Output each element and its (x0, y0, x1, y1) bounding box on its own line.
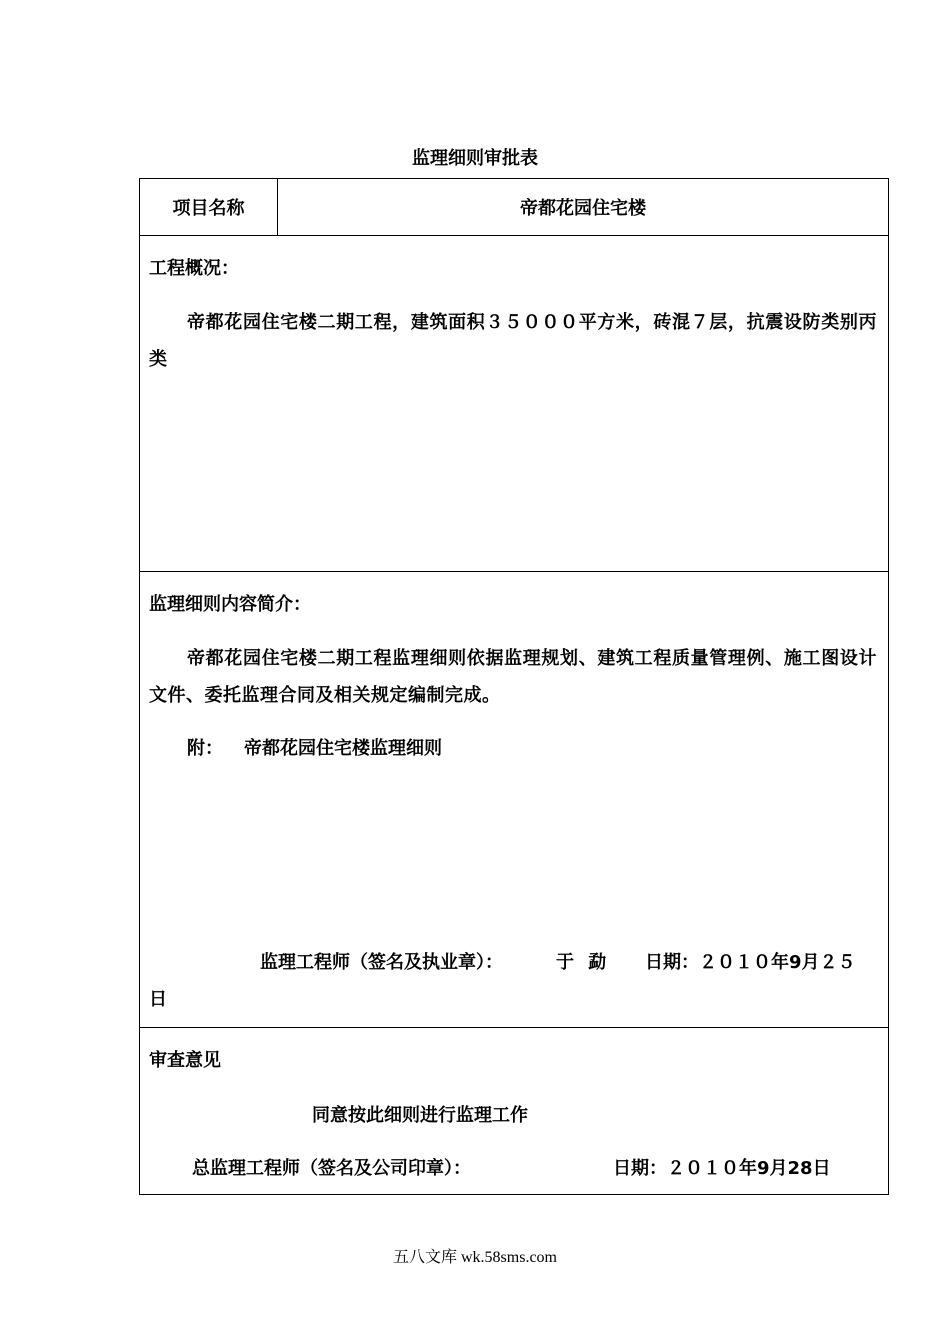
document-title: 监理细则审批表 (412, 148, 538, 169)
engineer-sign-date-continued: 日 (149, 989, 167, 1010)
attachment-label: 附： (187, 738, 223, 759)
project-name-value: 帝都花园住宅楼 (520, 198, 646, 219)
review-opinion-section (140, 1027, 888, 1194)
footer-watermark-text: 五八文库 wk.58sms.com (392, 1249, 557, 1266)
review-opinion-text: 同意按此细则进行监理工作 (312, 1105, 528, 1126)
chief-engineer-signature-label: 总监理工程师（签名及公司印章）： (192, 1158, 471, 1179)
attachment-value: 帝都花园住宅楼监理细则 (244, 738, 442, 759)
project-overview-section (140, 235, 888, 571)
content-summary-text: 帝都花园住宅楼二期工程监理细则依据监理规划、建筑工程质量管理例、施工图设计文件、委托监理合同及相关规定编制完成。 (149, 648, 877, 706)
project-name-row (140, 179, 888, 235)
content-summary-heading: 监理细则内容简介： (149, 594, 311, 615)
review-heading: 审查意见 (149, 1050, 221, 1071)
chief-engineer-sign-date: 日期：２０１０年9月28日 (613, 1158, 831, 1179)
engineer-signature-name: 于 勐 (556, 952, 611, 973)
overview-text: 帝都花园住宅楼二期工程，建筑面积３５０００平方米，砖混７层，抗震设防类别丙类 (149, 312, 877, 370)
engineer-sign-date: 日期：２０１０年9月２５ (645, 952, 856, 973)
overview-heading: 工程概况： (149, 258, 239, 279)
approval-form-table (139, 178, 889, 1195)
project-name-label: 项目名称 (140, 179, 278, 235)
engineer-signature-label: 监理工程师（签名及执业章）： (260, 952, 503, 973)
content-summary-section (140, 571, 888, 1027)
